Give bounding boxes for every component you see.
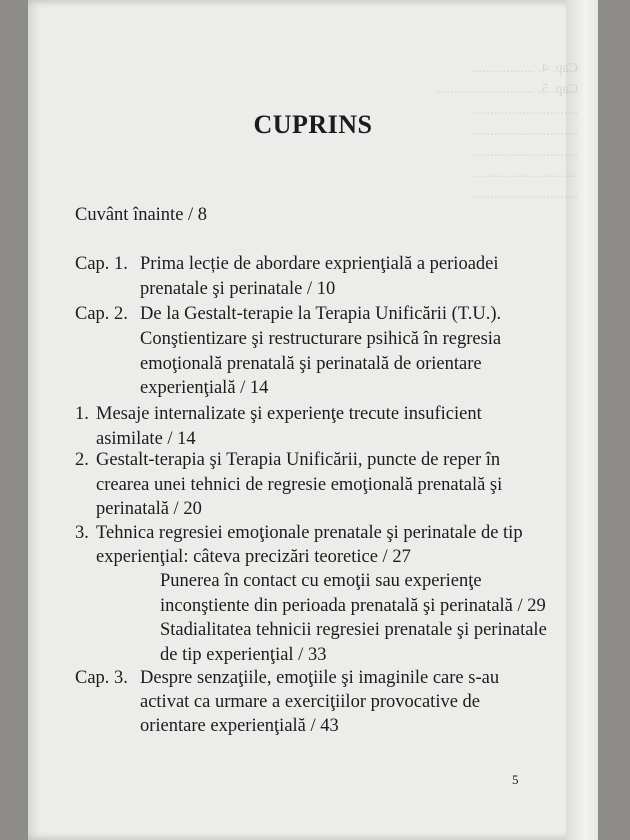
toc-entry-sec1-line: asimilate / 14 [96,429,196,449]
toc-entry-cap1-line: prenatale şi perinatale / 10 [140,279,336,299]
toc-entry-sec2-line: perinatală / 20 [96,499,202,519]
toc-entry-cap2-line: Conştientizare şi restructurare psihică în regresia [140,329,502,349]
toc-label-cap2: Cap. 2. [75,304,128,324]
toc-label-sec1: 1. [75,404,89,424]
toc-entry-cap3-line: Despre senzaţiile, emoţiile şi imaginile care s-au [140,668,500,688]
toc-entry-sec3-line: experienţial: câteva precizări teoretice / 27 [96,547,411,567]
toc-entry-sec2-line: crearea unei tehnici de regresie emoţională prenatală şi [96,475,503,495]
toc-label-cap3: Cap. 3. [75,668,128,688]
toc-entry-cap3-line: orientare experienţială / 43 [140,716,339,736]
toc-subentry-line: de tip experienţial / 33 [160,645,327,665]
toc-entry-cap2-line: emoţională prenatală şi perinatală de orientare [140,354,482,374]
page-title: CUPRINS [253,110,373,139]
toc-entry-cap3-line: activat ca urmare a exerciţiilor provocative de [140,692,481,712]
toc-subentry-line: inconştiente din perioada prenatală şi perinatală / 29 [160,596,546,616]
toc-entry-cap2-line: experienţială / 14 [140,378,269,398]
toc-subentry-line: Stadialitatea tehnicii regresiei prenatale şi perinatale [160,620,547,640]
toc-label-cap1: Cap. 1. [75,254,128,274]
page-number: 5 [512,772,519,787]
toc-entry-sec2-line: Gestalt-terapia şi Terapia Unificării, puncte de reper în [96,450,501,470]
toc-entry-foreword: Cuvânt înainte / 8 [75,205,208,225]
toc-entry-sec3-line: Tehnica regresiei emoţionale prenatale şi perinatale de tip [96,523,523,543]
toc-entry-cap1-line: Prima lecție de abordare exprienţială a perioadei [140,254,499,274]
book-page [28,0,598,840]
toc-label-sec2: 2. [75,450,89,470]
bleed-through-text: Cap. 4. .................. Cap. 5. ............................ .............................. .............................. .............................. .............................. .............................. [436,61,578,202]
toc-entry-cap2-line: De la Gestalt-terapie la Terapia Unificării (T.U.). [140,304,502,324]
toc-entry-sec1-line: Mesaje internalizate şi experienţe trecute insuficient [96,404,482,424]
toc-label-sec3: 3. [75,523,89,543]
toc-subentry-line: Punerea în contact cu emoţii sau experienţe [160,571,482,591]
